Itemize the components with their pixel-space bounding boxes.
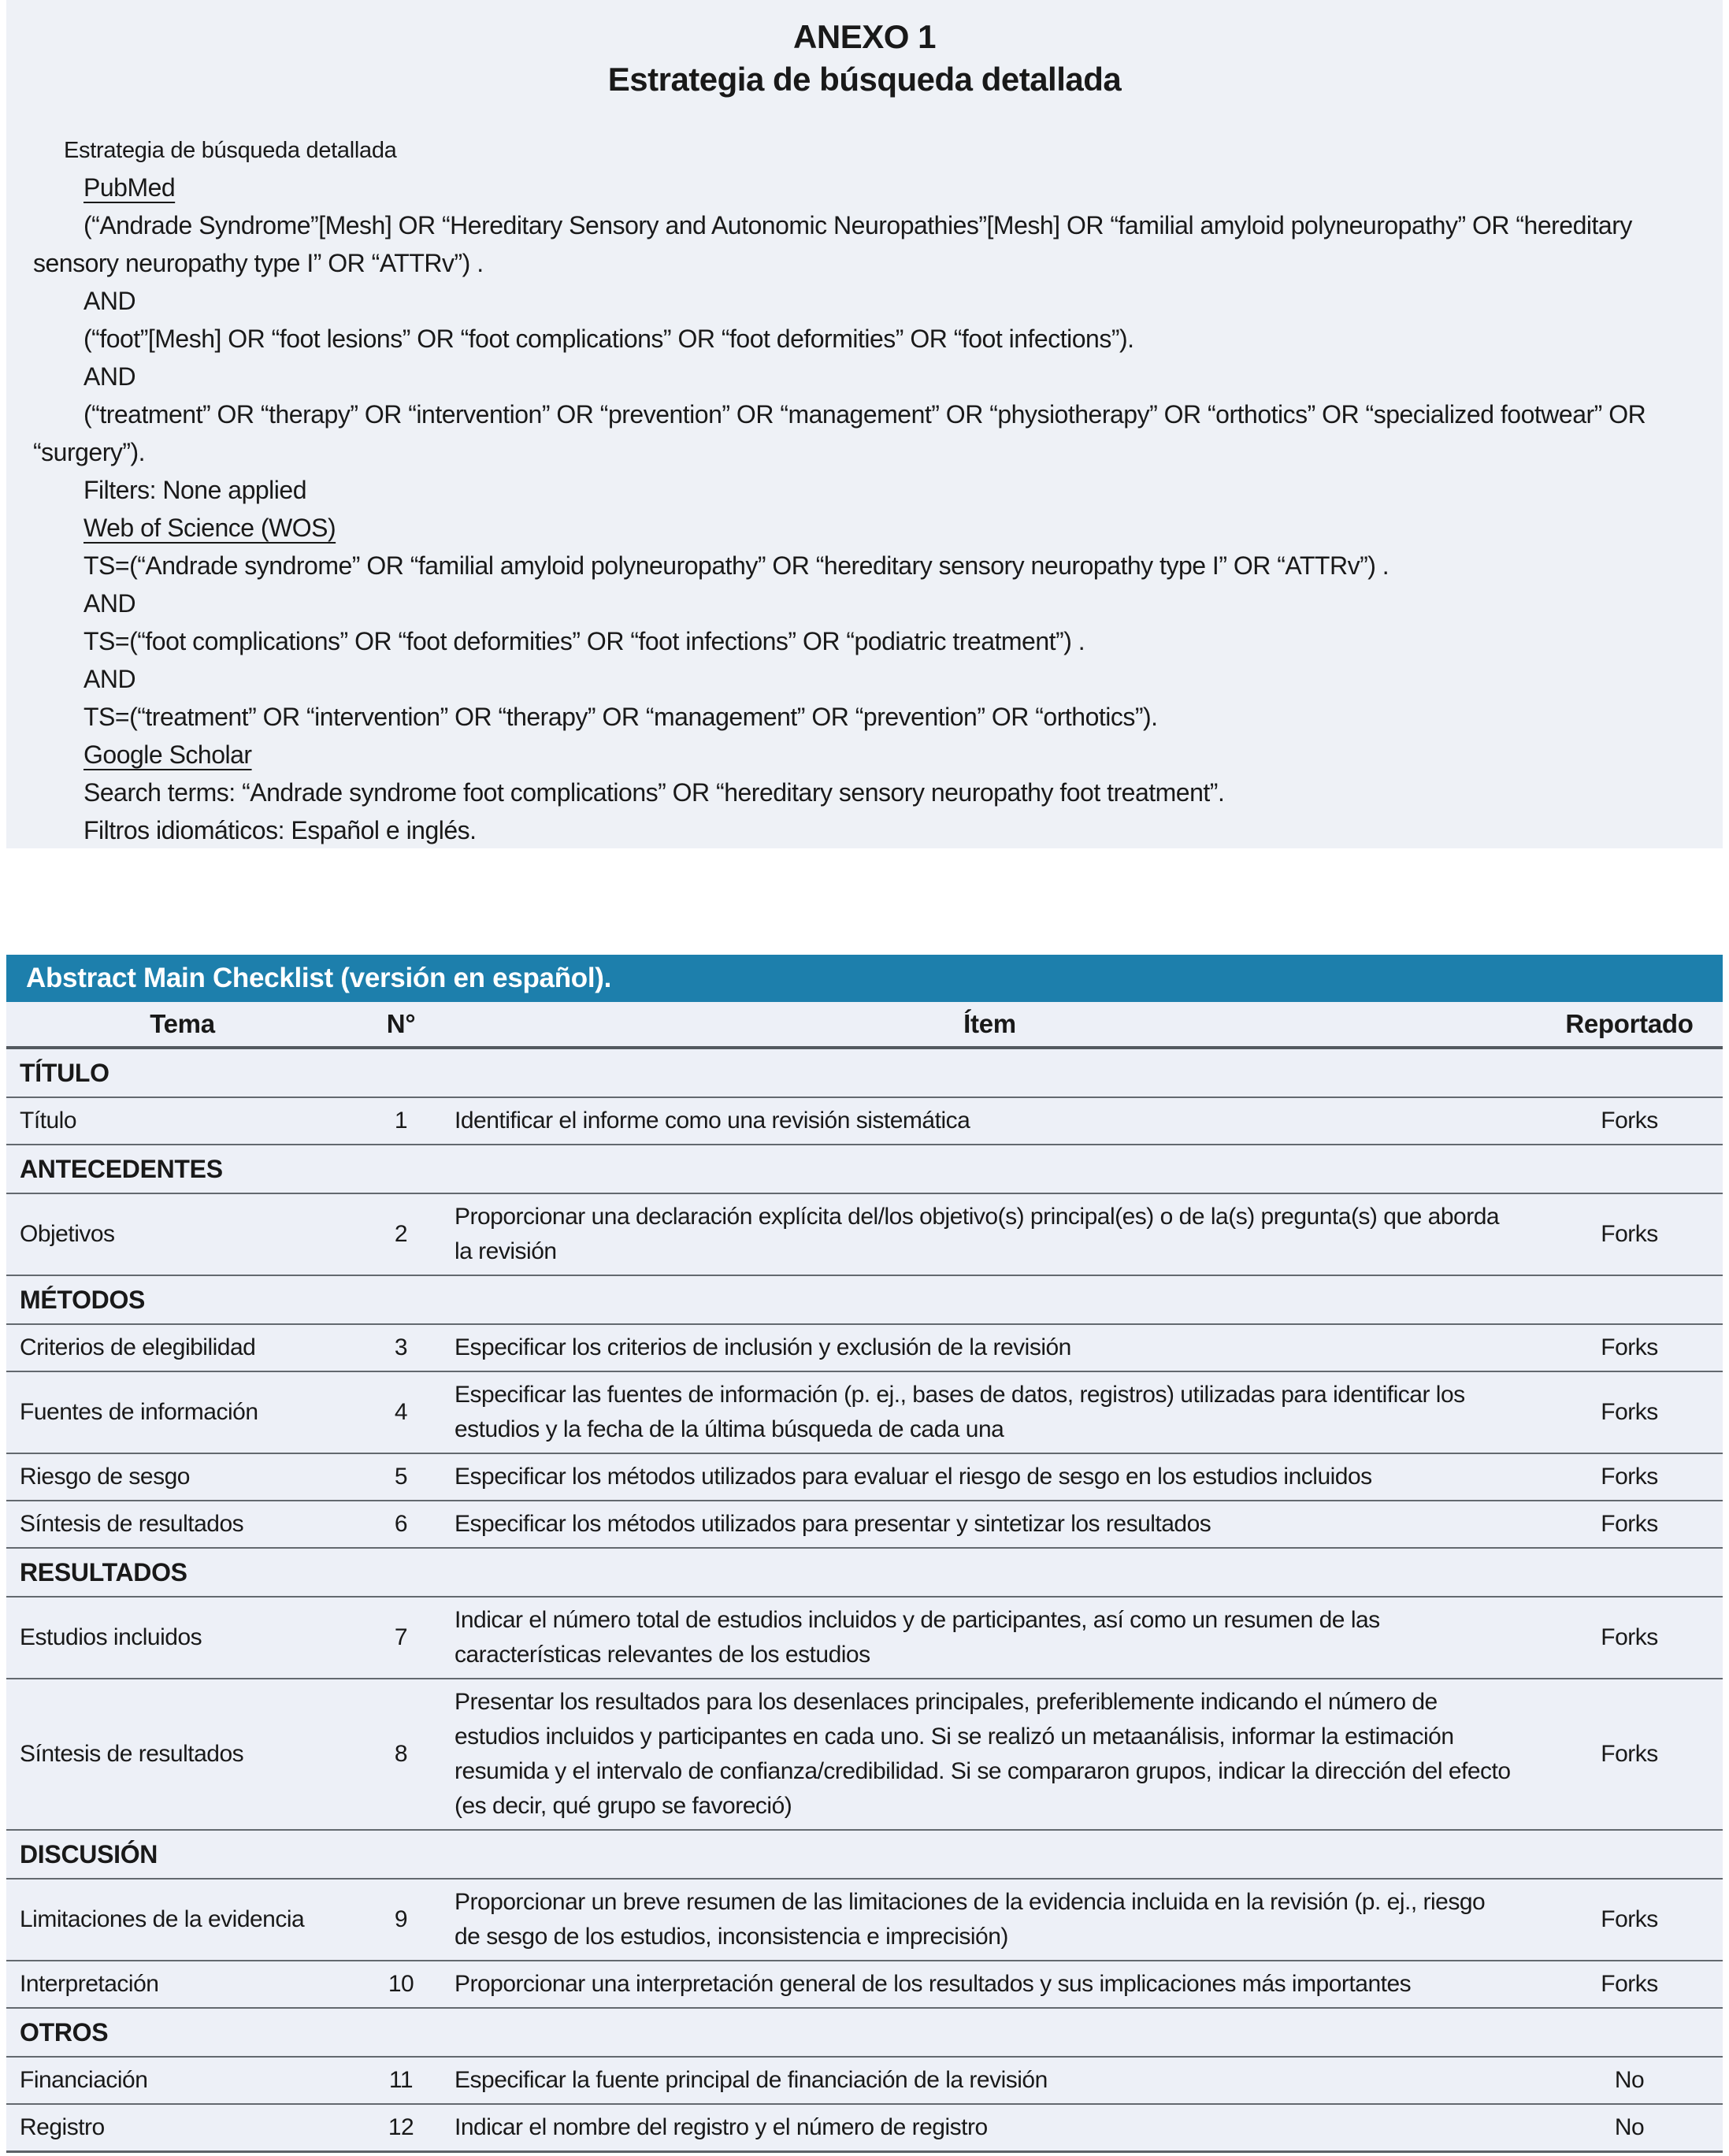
section-label: ANTECEDENTES (20, 1155, 223, 1183)
section-row-antecedentes (6, 1145, 1723, 1193)
database-label-google-scholar (6, 736, 1723, 774)
column-header-row (6, 1002, 1723, 1048)
cell-reportado: No (1614, 2114, 1645, 2140)
cell-tema: Síntesis de resultados (20, 1741, 244, 1767)
database-label-pubmed-text: PubMed (83, 173, 176, 202)
cell-tema: Limitaciones de la evidencia (20, 1906, 305, 1932)
table-row (6, 1371, 1723, 1453)
cell-num: 8 (394, 1741, 408, 1767)
strategy-line: Search terms: “Andrade syndrome foot complications” OR “hereditary sensory neuropathy foot treatment”. (83, 778, 1225, 807)
cell-reportado: Forks (1601, 1221, 1658, 1247)
section-label: TÍTULO (20, 1059, 109, 1087)
cell-tema: Registro (20, 2114, 105, 2140)
cell-tema: Fuentes de información (20, 1399, 258, 1425)
cell-tema: Financiación (20, 2067, 148, 2093)
strategy-line: TS=(“treatment” OR “intervention” OR “therapy” OR “management” OR “prevention” OR “orthotics”). (83, 703, 1158, 731)
section-row-titulo (6, 1048, 1723, 1097)
table-row (6, 1961, 1723, 2008)
cell-num: 1 (394, 1108, 408, 1134)
cell-num: 9 (394, 1906, 408, 1932)
cell-reportado: Forks (1601, 1906, 1658, 1932)
database-label-wos (6, 509, 1723, 547)
cell-reportado: Forks (1601, 1741, 1658, 1767)
cell-reportado: No (1614, 2067, 1645, 2093)
strategy-line: Filters: None applied (83, 476, 306, 504)
strategy-caption: Estrategia de búsqueda detallada (64, 138, 397, 163)
section-row-resultados (6, 1548, 1723, 1597)
section-label: OTROS (20, 2018, 109, 2047)
cell-num: 10 (388, 1971, 414, 1997)
cell-item: Indicar el nombre del registro y el número de registro (455, 2114, 988, 2140)
strategy-line: (“Andrade Syndrome”[Mesh] OR “Hereditary Sensory and Autonomic Neuropathies”[Mesh] OR “familial amyloid polyneuropathy” OR “hereditary sensory neuropathy type I” OR “ATTRv”) . (33, 211, 1632, 277)
table-row (6, 1879, 1723, 1961)
database-label-google-scholar-text: Google Scholar (83, 740, 252, 769)
cell-item: Indicar el número total de estudios incluidos y de participantes, así como un resumen de las características relevantes de los estudios (455, 1607, 1380, 1668)
cell-tema: Síntesis de resultados (20, 1511, 244, 1537)
cell-num: 4 (394, 1399, 408, 1425)
table-row (6, 1097, 1723, 1145)
table-row (6, 1597, 1723, 1679)
strategy-line: AND (83, 665, 136, 693)
section-row-discusion (6, 1830, 1723, 1879)
cell-reportado: Forks (1601, 1971, 1658, 1997)
checklist-table (6, 1002, 1723, 2153)
table-row (6, 1501, 1723, 1548)
column-header-tema: Tema (6, 1002, 358, 1048)
section-row-otros (6, 2008, 1723, 2057)
cell-item: Proporcionar una declaración explícita del/los objetivo(s) principal(es) o de la(s) pregunta(s) que aborda la revisión (455, 1204, 1500, 1264)
cell-item: Identificar el informe como una revisión sistemática (455, 1108, 970, 1134)
cell-reportado: Forks (1601, 1464, 1658, 1490)
section-label: MÉTODOS (20, 1286, 146, 1314)
cell-num: 3 (394, 1334, 408, 1360)
section-label: RESULTADOS (20, 1558, 187, 1586)
cell-item: Especificar los métodos utilizados para presentar y sintetizar los resultados (455, 1511, 1211, 1537)
cell-item: Especificar los métodos utilizados para evaluar el riesgo de sesgo en los estudios incluidos (455, 1464, 1372, 1490)
strategy-line: (“foot”[Mesh] OR “foot lesions” OR “foot complications” OR “foot deformities” OR “foot infections”). (83, 325, 1134, 353)
cell-item: Presentar los resultados para los desenlaces principales, preferiblemente indicando el número de estudios incluidos y participantes en cada uno. Si se realizó un metaanálisis, informar la estimación resumida y el intervalo de confianza/credibilidad. Si se compararon grupos, indicar la dirección del efecto (es decir, qué grupo se favoreció) (455, 1689, 1511, 1819)
cell-item: Especificar los criterios de inclusión y exclusión de la revisión (455, 1334, 1071, 1360)
cell-num: 2 (394, 1221, 408, 1247)
cell-num: 12 (388, 2114, 414, 2140)
column-header-num: N° (358, 1002, 443, 1048)
cell-item: Especificar la fuente principal de financiación de la revisión (455, 2067, 1048, 2093)
cell-tema: Objetivos (20, 1221, 115, 1247)
search-strategy-body (6, 132, 1723, 849)
database-label-wos-text: Web of Science (WOS) (83, 514, 336, 542)
cell-num: 11 (388, 2067, 414, 2093)
table-row (6, 2057, 1723, 2104)
cell-tema: Estudios incluidos (20, 1624, 202, 1650)
cell-reportado: Forks (1601, 1399, 1658, 1425)
annex-panel (6, 0, 1723, 848)
cell-reportado: Forks (1601, 1511, 1658, 1537)
cell-num: 7 (394, 1624, 408, 1650)
cell-reportado: Forks (1601, 1334, 1658, 1360)
strategy-line: AND (83, 362, 136, 391)
section-row-metodos (6, 1275, 1723, 1324)
table-row (6, 1453, 1723, 1501)
cell-tema: Riesgo de sesgo (20, 1464, 190, 1490)
strategy-line: AND (83, 589, 136, 618)
cell-tema: Criterios de elegibilidad (20, 1334, 256, 1360)
checklist-section (6, 955, 1723, 2153)
checklist-title-bar: Abstract Main Checklist (versión en español). (6, 955, 1723, 1002)
cell-num: 6 (394, 1511, 408, 1537)
section-label: DISCUSIÓN (20, 1840, 158, 1868)
table-row (6, 1324, 1723, 1371)
annex-title: ANEXO 1 (793, 18, 936, 55)
column-header-reportado: Reportado (1536, 1002, 1723, 1048)
table-row (6, 2104, 1723, 2152)
strategy-line: TS=(“foot complications” OR “foot deformities” OR “foot infections” OR “podiatric treatment”) . (83, 627, 1085, 655)
database-label-pubmed (6, 169, 1723, 206)
strategy-line: Filtros idiomáticos: Español e inglés. (83, 816, 477, 844)
strategy-line: AND (83, 287, 136, 315)
cell-tema: Interpretación (20, 1971, 159, 1997)
cell-item: Proporcionar un breve resumen de las limitaciones de la evidencia incluida en la revisión (p. ej., riesgo de sesgo de los estudios, inconsistencia e imprecisión) (455, 1889, 1486, 1950)
strategy-line: (“treatment” OR “therapy” OR “intervention” OR “prevention” OR “management” OR “physiotherapy” OR “orthotics” OR “specialized footwear” OR “surgery”). (33, 400, 1646, 466)
cell-num: 5 (394, 1464, 408, 1490)
table-row (6, 1193, 1723, 1275)
cell-tema: Título (20, 1108, 77, 1134)
cell-reportado: Forks (1601, 1108, 1658, 1134)
annex-subtitle: Estrategia de búsqueda detallada (607, 61, 1122, 98)
cell-item: Proporcionar una interpretación general de los resultados y sus implicaciones más importantes (455, 1971, 1412, 1997)
cell-reportado: Forks (1601, 1624, 1658, 1650)
table-row (6, 1679, 1723, 1830)
strategy-line: TS=(“Andrade syndrome” OR “familial amyloid polyneuropathy” OR “hereditary sensory neuropathy type I” OR “ATTRv”) . (83, 551, 1390, 580)
cell-item: Especificar las fuentes de información (p. ej., bases de datos, registros) utilizadas para identificar los estudios y la fecha de la última búsqueda de cada una (455, 1382, 1465, 1442)
column-header-item: Ítem (443, 1002, 1536, 1048)
